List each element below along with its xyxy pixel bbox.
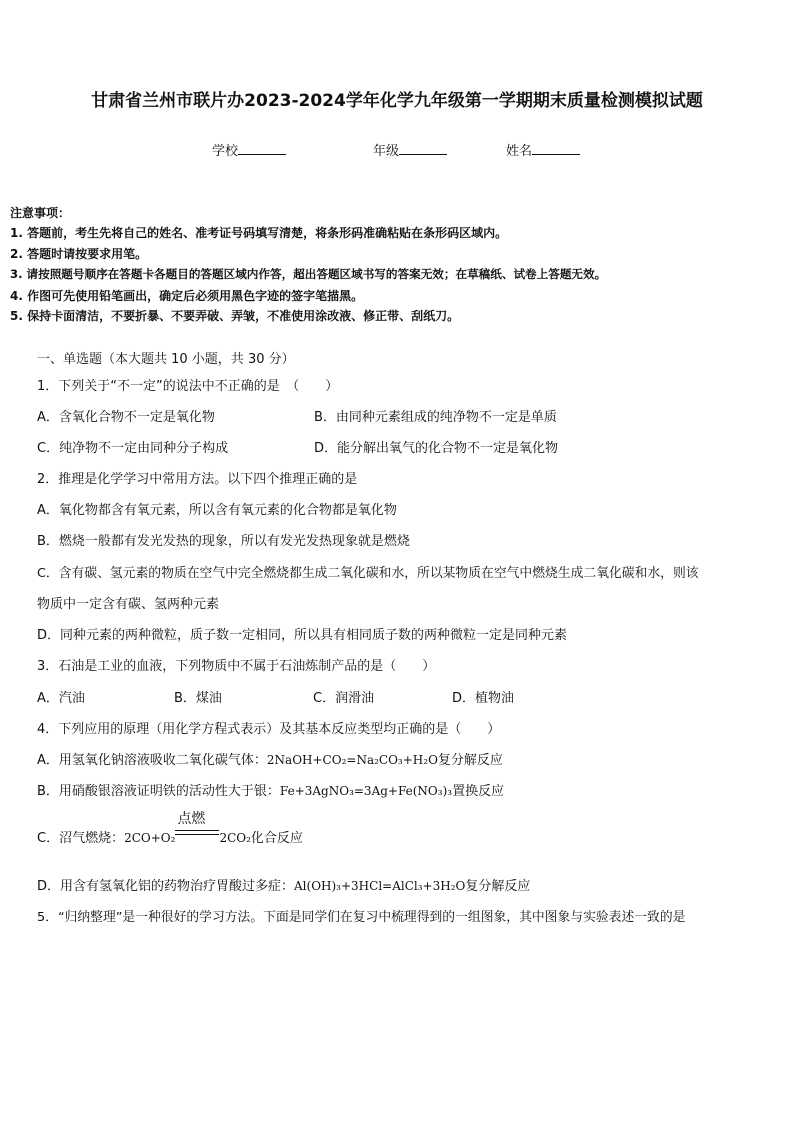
notice-item: 3. 请按照题号顺序在答题卡各题目的答题区域内作答，超出答题区域书写的答案无效；在草稿纸、试卷上答题无效。: [10, 267, 607, 281]
q4-b-equation: Fe+3AgNO₃=3Ag+Fe(NO₃)₃: [279, 784, 453, 798]
q3-option-a: A．汽油: [37, 691, 85, 706]
question-5-stem: 5．“归纳整理”是一种很好的学习方法。下面是同学们在复习中梳理得到的一组图象，其中图象与实验表述一致的是: [37, 910, 686, 925]
name-field[interactable]: [506, 140, 580, 159]
q3-option-c: C．润滑油: [313, 691, 375, 706]
page-title: 甘肃省兰州市联片办2023-2024学年化学九年级第一学期期末质量检测模拟试题: [91, 91, 703, 111]
grade-label: 年级: [373, 144, 400, 159]
q1-option-c: C．纯净物不一定由同种分子构成: [37, 441, 229, 456]
q2-option-d: D．同种元素的两种微粒，质子数一定相同，所以具有相同质子数的两种微粒一定是同种元素: [37, 628, 568, 643]
q4-d-type: 复分解反应: [465, 879, 531, 894]
q1-option-b: B．由同种元素组成的纯净物不一定是单质: [314, 410, 557, 425]
q4-a-equation: 2NaOH+CO₂=Na₂CO₃+H₂O: [266, 753, 438, 767]
school-label: 学校: [212, 144, 239, 159]
q4-option-d: [37, 875, 530, 894]
q4-b-type: 置换反应: [452, 784, 505, 799]
double-line-arrow: [175, 830, 219, 835]
school-blank[interactable]: [238, 143, 286, 155]
notice-item: 5. 保持卡面清洁，不要折暴、不要弄破、弄皱，不准使用涂改液、修正带、刮纸刀。: [10, 309, 460, 323]
q4-option-a: [37, 749, 503, 768]
notice-item: 4. 作图可先使用铅笔画出，确定后必须用黑色字迹的签字笔描黑。: [10, 289, 364, 303]
condition-label: 点燃: [177, 811, 206, 827]
q4-b-text: B．用硝酸银溶液证明铁的活动性大于银：: [37, 784, 280, 799]
q4-d-text: D．用含有氢氧化铝的药物治疗胃酸过多症：: [37, 879, 295, 894]
q4-a-text: A．用氢氧化钠溶液吸收二氧化碳气体：: [37, 753, 267, 768]
q2-option-c-line2: 物质中一定含有碳、氢两种元素: [37, 597, 220, 612]
q4-option-c: [37, 811, 303, 846]
q4-option-b: [37, 780, 504, 799]
q4-d-equation: Al(OH)₃+3HCl=AlCl₃+3H₂O: [294, 879, 466, 893]
question-4-stem: 4．下列应用的原理（用化学方程式表示）及其基本反应类型均正确的是（ ）: [37, 722, 501, 737]
notice-item: 2. 答题时请按要求用笔。: [10, 247, 148, 261]
grade-field[interactable]: [373, 140, 447, 159]
q3-option-d: D．植物油: [452, 691, 515, 706]
notice-item: 1. 答题前，考生先将自己的姓名、准考证号码填写清楚，将条形码准确粘贴在条形码区域内。: [10, 226, 508, 240]
q1-option-d: D．能分解出氧气的化合物不一定是氧化物: [314, 441, 559, 456]
q2-option-a: A．氧化物都含有氧元素，所以含有氧元素的化合物都是氧化物: [37, 503, 397, 518]
q4-c-products: 2CO₂: [219, 831, 251, 845]
q2-option-c-line1: C．含有碳、氢元素的物质在空气中完全燃烧都生成二氧化碳和水，所以某物质在空气中燃烧生成二氧化碳和水，则该: [37, 566, 699, 581]
name-label: 姓名: [506, 144, 533, 159]
notice-heading: 注意事项：: [10, 206, 71, 220]
q1-option-a: A．含氧化合物不一定是氧化物: [37, 410, 215, 425]
q2-option-b: B．燃烧一般都有发光发热的现象，所以有发光发热现象就是燃烧: [37, 534, 410, 549]
q4-c-reactants: 2CO+O₂: [124, 831, 176, 845]
reaction-condition: [175, 811, 219, 842]
q4-a-type: 复分解反应: [437, 753, 503, 768]
question-3-stem: 3．石油是工业的血液，下列物质中不属于石油炼制产品的是（ ）: [37, 659, 436, 674]
question-1-stem: 1．下列关于“不一定”的说法中不正确的是 （ ）: [37, 379, 339, 394]
name-blank[interactable]: [532, 143, 580, 155]
q4-c-text: C．沼气燃烧：: [37, 831, 125, 846]
section-title: 一、单选题（本大题共 10 小题，共 30 分）: [37, 352, 295, 367]
question-2-stem: 2．推理是化学学习中常用方法。以下四个推理正确的是: [37, 472, 358, 487]
q4-c-type: 化合反应: [250, 831, 303, 846]
q3-option-b: B．煤油: [174, 691, 222, 706]
grade-blank[interactable]: [399, 143, 447, 155]
school-field[interactable]: [212, 140, 286, 159]
